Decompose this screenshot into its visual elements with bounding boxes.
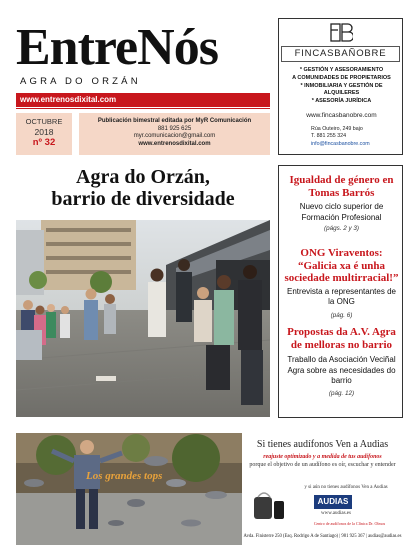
sidebar-story-text: Entrevista a representantes de la ONG <box>287 286 396 306</box>
issue-box <box>16 113 72 155</box>
sidebar-story[interactable] <box>283 326 400 397</box>
sidebar-story-head: Igualdad de género en Tomas Barrós <box>289 174 394 199</box>
audias-subline-a: reajuste optimizado y a medida de tus audífonos <box>263 454 382 460</box>
sidebar-story[interactable] <box>283 174 400 232</box>
sidebar-contents <box>278 165 403 418</box>
sidebar-story[interactable] <box>283 247 400 319</box>
fincas-email[interactable]: info@fincasbanobre.com <box>311 140 370 147</box>
main-headline[interactable] <box>16 166 270 210</box>
fincas-logo-icon <box>329 23 353 43</box>
masthead-title: EntreNós <box>16 19 218 76</box>
fincas-phone: T. 881 255 324 <box>311 133 347 140</box>
audias-subline-b: porque el objetivo de un audífono es oír, escuchar y entender <box>249 462 396 468</box>
publication-phone: 881 925 625 <box>157 125 192 132</box>
audias-small-text: y si aún no tienes audífonos Ven a Audias <box>304 485 388 490</box>
issue-number: nº 32 <box>32 137 56 148</box>
fincas-address: Rúa Outeiro, 249 bajo <box>311 126 363 132</box>
service-line: * GESTIÓN Y ASESORAMIENTO <box>299 67 384 73</box>
audias-ad-overlay-text: Los grandes tops <box>86 470 163 482</box>
service-line: * INMOBILIARIA Y GESTIÓN DE ALQUILERES <box>300 82 383 97</box>
street-scene-image <box>16 220 270 417</box>
audias-sublines <box>242 453 403 469</box>
sidebar-story-text: Traballo da Asociación Veciñal Agra sobre as necesidades do barrio <box>287 355 396 385</box>
audias-address: Avda. Finisterre 250 (Esq. Rodrigo A de Santiago) | 981 925 367 | audias@audias.es <box>243 534 402 539</box>
publication-email[interactable]: myr.comunicacion@gmail.com <box>133 133 216 139</box>
issue-month: OCTUBRE <box>25 117 63 126</box>
fincas-ad[interactable] <box>278 18 403 155</box>
headline-line-1: Agra do Orzán, <box>76 166 210 188</box>
header-rule <box>16 108 270 111</box>
audias-tagline: Centro de audífonos de la Clínica Dr. Olmos <box>313 521 386 526</box>
sidebar-story-head: Propostas da A.V. Agra de melloras no barrio <box>287 326 396 351</box>
sidebar-story-text: Nuevo ciclo superior de Formación Profesional <box>299 202 384 222</box>
issue-year: 2018 <box>34 127 54 137</box>
sidebar-story-page: (pág. 12) <box>328 389 355 397</box>
sidebar-story-page: (pág. 6) <box>330 311 353 319</box>
publication-line: Publicación bimestral editada por MyR Comunicación <box>97 118 252 124</box>
sidebar-story-head: ONG Viraventos: “Galicia xa é unha sociedade multirracial!” <box>284 247 399 284</box>
service-line: * ASESORÍA JURÍDICA <box>311 98 372 105</box>
audias-ad-photo <box>16 433 242 545</box>
audias-heading: Si tienes audífonos Ven a Audias <box>256 439 389 450</box>
publication-box <box>79 113 270 155</box>
hearing-aid-device-icon <box>252 491 286 521</box>
fincas-name: FINCASBAÑOBRE <box>281 46 400 62</box>
sidebar-story-page: (págs. 2 y 3) <box>324 225 359 232</box>
service-line: A COMUNIDADES DE PROPIETARIOS <box>292 74 391 81</box>
main-photo <box>16 220 270 417</box>
masthead-subtitle: AGRA DO ORZÁN <box>20 76 141 87</box>
fincas-contact <box>283 126 400 148</box>
audias-ad-text <box>242 433 403 545</box>
headline-line-2: barrio de diversidade <box>51 188 235 210</box>
pigeons-scene-image <box>16 433 242 545</box>
audias-ad[interactable] <box>16 433 403 545</box>
publication-web[interactable]: www.entrenosdixital.com <box>138 140 211 147</box>
audias-web[interactable]: www.audias.es <box>321 511 351 516</box>
website-bar[interactable]: www.entrenosdixital.com <box>16 93 270 107</box>
fincas-services <box>283 67 400 106</box>
fincas-web[interactable]: www.fincasbanobre.com <box>306 112 377 119</box>
audias-logo: AUDIAS <box>314 495 352 509</box>
